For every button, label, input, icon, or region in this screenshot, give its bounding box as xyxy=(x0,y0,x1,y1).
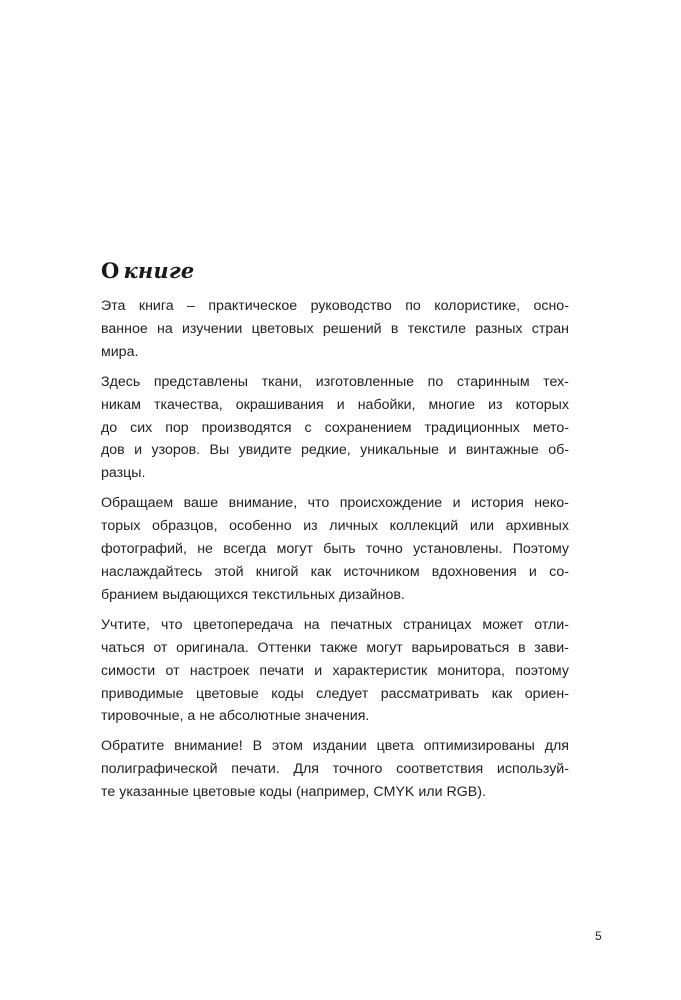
text-line: фотографий, не всегда могут быть точно установлены. Поэтому xyxy=(101,541,569,558)
text-line: Учтите, что цветопередача на печатных страницах может отли- xyxy=(101,616,569,633)
text-line: Обращаем ваше внимание, что происхождение и история неко- xyxy=(101,495,569,512)
section-title-letter: О xyxy=(101,258,120,283)
text-line: полиграфической печати. Для точного соответствия используй- xyxy=(101,761,569,778)
text-line: те указанные цветовые коды (например, CMYK или RGB). xyxy=(101,784,486,801)
paragraph xyxy=(101,735,569,804)
paragraph xyxy=(101,492,569,607)
page-number: 5 xyxy=(595,929,602,943)
body-text xyxy=(101,295,569,804)
about-book-section xyxy=(101,258,569,811)
text-line: приводимые цветовые коды следует рассматривать как ориен- xyxy=(101,685,569,702)
text-line: торых образцов, особенно из личных коллекций или архивных xyxy=(101,518,569,535)
text-line: чаться от оригинала. Оттенки также могут варьироваться в зави- xyxy=(101,639,569,656)
text-line: Эта книга – практическое руководство по колористике, осно- xyxy=(101,298,569,314)
text-line: Обратите внимание! В этом издании цвета оптимизированы для xyxy=(101,738,569,755)
text-line: никам ткачества, окрашивания и набойки, многие из которых xyxy=(101,396,569,413)
text-line: наслаждайтесь этой книгой как источником вдохновения и со- xyxy=(101,563,569,580)
section-title-word: книге xyxy=(123,258,195,283)
text-line: разцы. xyxy=(101,465,146,482)
text-line: Здесь представлены ткани, изготовленные по старинным тех- xyxy=(101,373,569,390)
text-line: симости от настроек печати и характеристик монитора, поэтому xyxy=(101,662,569,679)
paragraph xyxy=(101,295,569,364)
text-line: ванное на изучении цветовых решений в текстиле разных стран xyxy=(101,320,569,337)
paragraph xyxy=(101,614,569,729)
text-line: тировочные, а не абсолютные значения. xyxy=(101,708,370,725)
paragraph xyxy=(101,371,569,486)
text-line: до сих пор производятся с сохранением традиционных мето- xyxy=(101,419,569,436)
text-line: дов и узоров. Вы увидите редкие, уникальные и винтажные об- xyxy=(101,442,569,459)
section-title xyxy=(101,258,569,283)
text-line: бранием выдающихся текстильных дизайнов. xyxy=(101,586,405,603)
text-line: мира. xyxy=(101,343,139,360)
